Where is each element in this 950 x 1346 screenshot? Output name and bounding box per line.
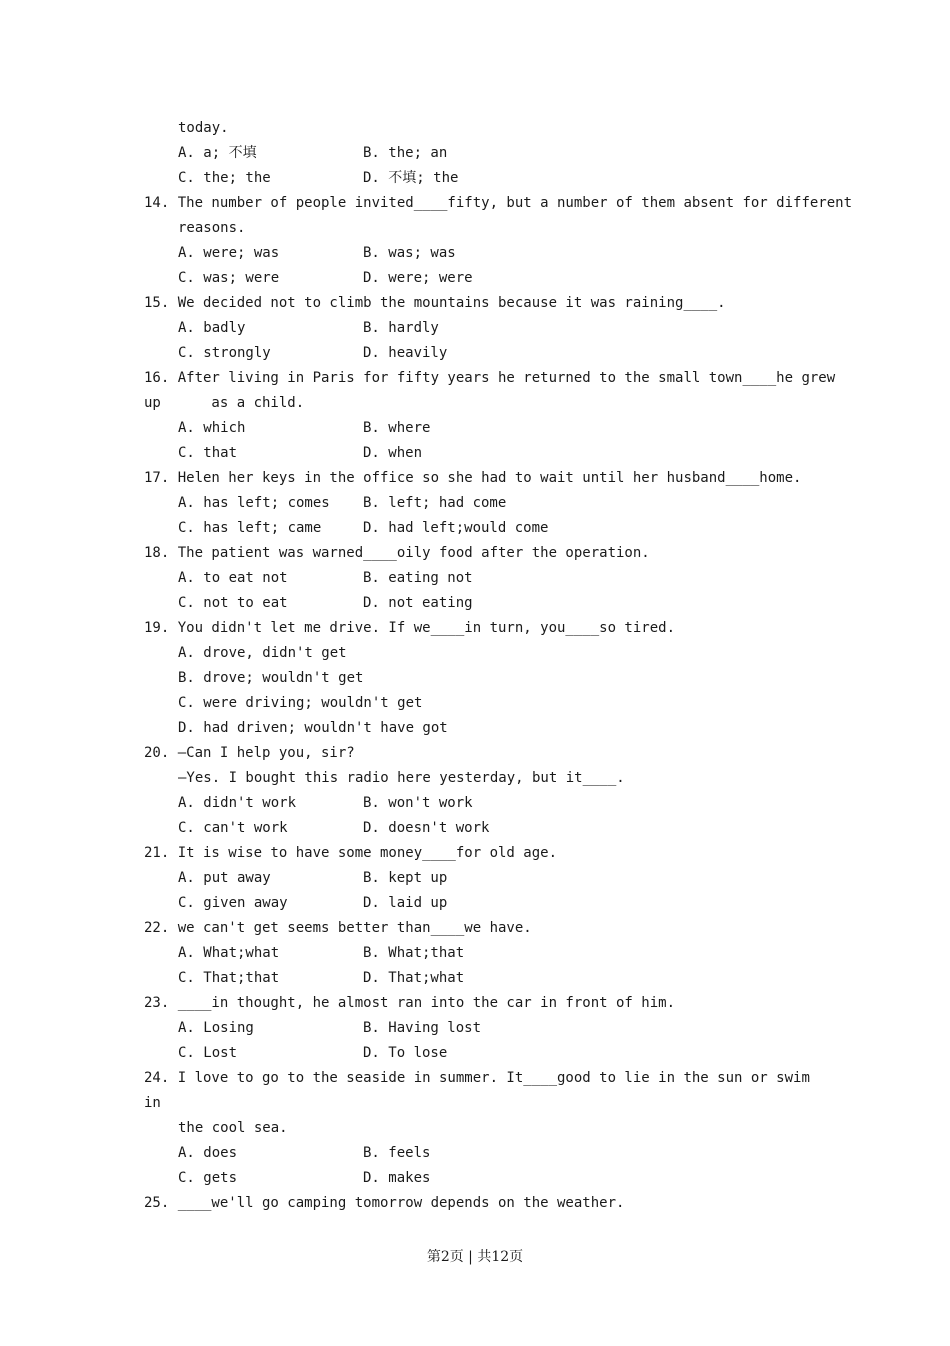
option-b: B. drove; wouldn't get [178,670,364,686]
option-d: D. were; were [363,270,473,286]
question-19: 19. You didn't let me drive. If we____in turn, you____so tired. [144,620,676,636]
text-line: today. [178,120,229,136]
option-d: D. 不填; the [363,170,459,186]
option-b: B. Having lost [363,1020,482,1036]
page-footer: 第2页 | 共12页 [426,1249,524,1265]
option-b: B. left; had come [363,495,507,511]
option-a: A. a; 不填 [178,145,257,161]
option-d: D. That;what [363,970,465,986]
question-15: 15. We decided not to climb the mountains because it was raining____. [144,295,726,311]
option-b: B. where [363,420,431,436]
option-d: D. makes [363,1170,431,1186]
option-c: C. given away [178,895,288,911]
option-c: C. was; were [178,270,280,286]
option-d: D. when [363,445,423,461]
option-a: A. didn't work [178,795,297,811]
option-c: C. were driving; wouldn't get [178,695,423,711]
text-line: up as a child. [144,395,305,411]
option-c: C. Lost [178,1045,238,1061]
text-line: in [144,1095,161,1111]
option-b: B. hardly [363,320,439,336]
option-c: C. gets [178,1170,238,1186]
option-b: B. kept up [363,870,448,886]
question-22: 22. we can't get seems better than____we have. [144,920,532,936]
option-a: A. put away [178,870,271,886]
text-line: the cool sea. [178,1120,288,1136]
option-c: C. not to eat [178,595,288,611]
question-14: 14. The number of people invited____fifty, but a number of them absent for different [144,195,853,211]
question-18: 18. The patient was warned____oily food after the operation. [144,545,650,561]
option-c: C. that [178,445,238,461]
text-line: —Yes. I bought this radio here yesterday, but it____. [178,770,625,786]
option-b: B. eating not [363,570,473,586]
option-a: A. What;what [178,945,280,961]
option-a: A. drove, didn't get [178,645,347,661]
option-c: C. strongly [178,345,271,361]
option-a: A. has left; comes [178,495,330,511]
question-25: 25. ____we'll go camping tomorrow depends on the weather. [144,1195,625,1211]
option-b: B. feels [363,1145,431,1161]
text-line: reasons. [178,220,246,236]
option-a: A. which [178,420,246,436]
question-24: 24. I love to go to the seaside in summer. It____good to lie in the sun or swim [144,1070,810,1086]
question-20: 20. —Can I help you, sir? [144,745,355,761]
question-16: 16. After living in Paris for fifty years he returned to the small town____he grew [144,370,836,386]
option-c: C. can't work [178,820,288,836]
option-c: C. the; the [178,170,271,186]
question-21: 21. It is wise to have some money____for old age. [144,845,558,861]
option-b: B. What;that [363,945,465,961]
option-b: B. was; was [363,245,456,261]
question-23: 23. ____in thought, he almost ran into the car in front of him. [144,995,676,1011]
option-c: C. That;that [178,970,280,986]
option-d: D. heavily [363,345,448,361]
option-a: A. badly [178,320,246,336]
option-a: A. Losing [178,1020,254,1036]
option-a: A. to eat not [178,570,288,586]
option-d: D. had driven; wouldn't have got [178,720,448,736]
option-b: B. won't work [363,795,473,811]
option-a: A. does [178,1145,238,1161]
option-c: C. has left; came [178,520,322,536]
question-17: 17. Helen her keys in the office so she had to wait until her husband____home. [144,470,802,486]
option-d: D. doesn't work [363,820,490,836]
option-a: A. were; was [178,245,280,261]
option-d: D. not eating [363,595,473,611]
option-d: D. laid up [363,895,448,911]
option-d: D. had left;would come [363,520,549,536]
option-b: B. the; an [363,145,448,161]
option-d: D. To lose [363,1045,448,1061]
